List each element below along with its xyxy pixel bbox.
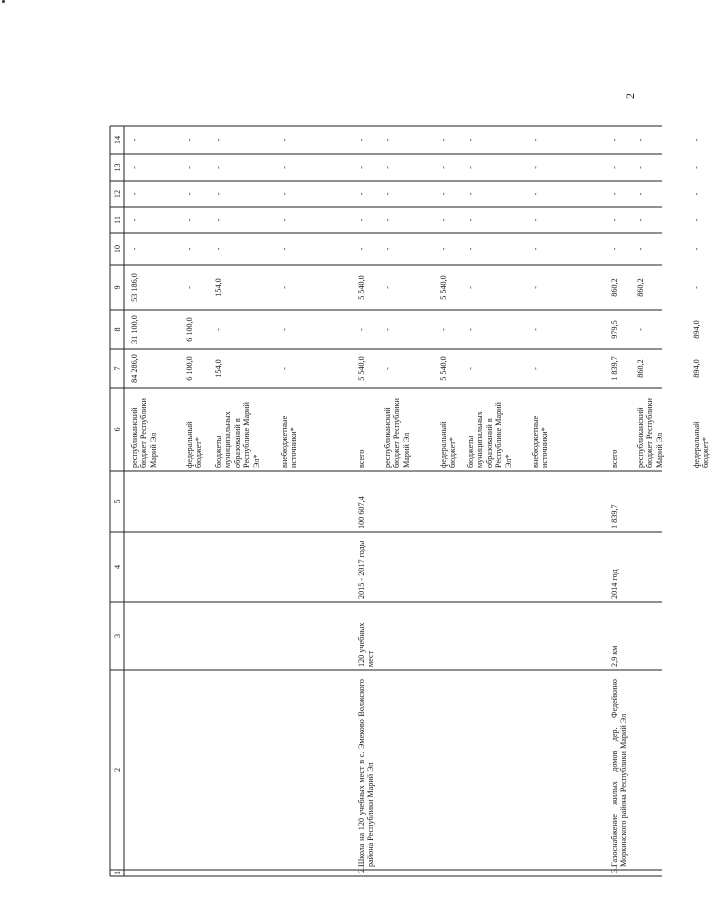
table-cell: - — [214, 138, 223, 142]
table-cell: 84 286,0 — [130, 354, 139, 383]
table-cell: - — [214, 218, 223, 222]
table-cell: - — [214, 328, 223, 331]
table-cell: 860,2 — [636, 278, 645, 297]
table-cell: - — [531, 138, 540, 142]
table-cell: - — [185, 218, 194, 222]
table-cell: - — [383, 192, 392, 196]
column-header: 8 — [113, 327, 122, 332]
table-cell: - — [636, 192, 645, 196]
table-cell: - — [383, 247, 392, 251]
table-cell: 3. — [610, 866, 619, 873]
column-header: 3 — [113, 633, 122, 639]
table-cell: 1 839,7 — [610, 504, 619, 529]
table-cell: - — [383, 367, 392, 370]
table-cell: - — [692, 166, 701, 169]
table-cell: - — [130, 218, 139, 222]
table-cell: республиканский бюджет Республики Марий Эл — [130, 398, 158, 468]
table-cell: - — [636, 247, 645, 251]
table-cell: - — [466, 138, 475, 142]
table-cell: 6 100,0 — [185, 356, 194, 381]
table-cell: - — [214, 166, 223, 169]
table-cell: - — [357, 192, 366, 196]
table-cell: - — [531, 247, 540, 251]
table-cell: 31 100,0 — [130, 315, 139, 344]
table-cell: 5 540,0 — [439, 275, 448, 300]
table-cell: - — [185, 166, 194, 169]
table-cell: - — [280, 286, 289, 289]
table-cell: - — [610, 192, 619, 196]
table-cell: - — [383, 328, 392, 331]
table-cell: - — [383, 286, 392, 289]
scan-speck — [2, 0, 5, 3]
table-cell: 860,2 — [636, 359, 645, 378]
table-cell: - — [383, 166, 392, 169]
column-header: 12 — [113, 189, 122, 199]
table-cell: 894,0 — [692, 320, 701, 339]
table-cell: Газоснабжение жилых домов дер. Федейкино Моркинского района Республики Марий Эл — [610, 679, 629, 867]
table-cell: - — [531, 218, 540, 222]
table-cell: бюджеты муниципальных образований в Республике Марий Эл* — [214, 402, 261, 468]
table-cell: - — [130, 192, 139, 196]
table-cell: - — [531, 166, 540, 169]
table-cell: - — [692, 286, 701, 289]
table-cell: - — [383, 138, 392, 142]
table-cell: 979,5 — [610, 320, 619, 339]
column-header: 7 — [113, 366, 122, 371]
table-cell: - — [466, 367, 475, 370]
table-cell: 894,0 — [692, 359, 701, 378]
table-cell: - — [636, 138, 645, 142]
table-cell: - — [130, 138, 139, 142]
table-cell: - — [531, 367, 540, 370]
table-cell: - — [280, 367, 289, 370]
table-cell: - — [214, 247, 223, 251]
table-cell: 154,0 — [214, 359, 223, 378]
table-cell: - — [692, 218, 701, 222]
table-cell: 2014 год — [610, 569, 619, 599]
table-cell: федеральный бюджет* — [185, 421, 204, 468]
table-cell: 2015 - 2017 годы — [357, 540, 366, 599]
table-cell: - — [280, 328, 289, 331]
table-cell: 5 540,0 — [357, 356, 366, 381]
table-cell: 120 учебных мест — [357, 622, 376, 667]
table-cell: - — [280, 166, 289, 169]
table-cell: - — [610, 247, 619, 251]
table-cell: республиканский бюджет Республики Марий Эл — [383, 398, 411, 468]
table-cell: - — [439, 166, 448, 169]
table-cell: - — [439, 328, 448, 331]
column-header: 1 — [113, 870, 122, 876]
table-cell: - — [383, 218, 392, 222]
table-cell: всего — [357, 449, 366, 468]
column-header: 5 — [113, 499, 122, 504]
table-cell: всего — [610, 449, 619, 468]
table-cell: - — [466, 247, 475, 251]
column-header: 10 — [113, 244, 122, 254]
table-cell: - — [692, 192, 701, 196]
table-cell: 1 839,7 — [610, 356, 619, 381]
table-cell: - — [280, 218, 289, 222]
table-cell: - — [185, 286, 194, 289]
column-header: 9 — [113, 285, 122, 290]
table-cell: - — [692, 138, 701, 142]
table-cell: 53 186,0 — [130, 273, 139, 302]
table-cell: федеральный бюджет* — [439, 421, 458, 468]
table-cell: бюджеты муниципальных образований в Республике Марий Эл* — [466, 402, 513, 468]
table-cell: - — [280, 247, 289, 251]
table-cell: федеральный бюджет* — [692, 421, 711, 468]
column-header: 6 — [113, 427, 122, 432]
table-cell: 6 100,0 — [185, 317, 194, 342]
table-cell: внебюджетные источники* — [531, 415, 550, 468]
table-cell: внебюджетные источники* — [280, 415, 299, 468]
table-cell: - — [531, 192, 540, 196]
table-cell: - — [466, 192, 475, 196]
table-cell: - — [636, 166, 645, 169]
table-cell: - — [280, 192, 289, 196]
table-cell: - — [610, 138, 619, 142]
table-cell: - — [636, 328, 645, 331]
table-cell: - — [636, 218, 645, 222]
table-cell: Школа на 120 учебных мест в с. Эмеково Волжского района Республики Марий Эл — [357, 679, 376, 867]
table-cell: 2,9 км — [610, 645, 619, 667]
table-cell: 154,0 — [214, 278, 223, 297]
table-cell: - — [439, 218, 448, 222]
column-header: 14 — [113, 135, 122, 145]
table-cell: - — [185, 138, 194, 142]
table-cell: - — [466, 328, 475, 331]
table-cell: - — [439, 192, 448, 196]
table-cell: - — [466, 286, 475, 289]
table-cell: - — [185, 192, 194, 196]
column-header: 2 — [113, 767, 122, 773]
table-cell: - — [185, 247, 194, 251]
table-cell: 100 607,4 — [357, 496, 366, 529]
table-cell: - — [610, 166, 619, 169]
table-cell: - — [439, 247, 448, 251]
table-cell: - — [357, 218, 366, 222]
table-cell: - — [357, 138, 366, 142]
table-cell: - — [130, 166, 139, 169]
table-cell: - — [610, 218, 619, 222]
table-cell: 5 540,0 — [439, 356, 448, 381]
table-cell: республиканский бюджет Республики Марий Эл — [636, 398, 664, 468]
table-cell: - — [130, 247, 139, 251]
table-cell: - — [439, 138, 448, 142]
table-cell: - — [280, 138, 289, 142]
table-cell: 860,2 — [610, 278, 619, 297]
column-header: 13 — [113, 163, 122, 172]
table-cell: 5 540,0 — [357, 275, 366, 300]
column-header: 11 — [113, 216, 122, 224]
table-cell: - — [214, 192, 223, 196]
table-cell: - — [531, 328, 540, 331]
table-cell: - — [357, 328, 366, 331]
table-cell: 2. — [357, 866, 366, 873]
table-cell: - — [357, 166, 366, 169]
table-cell: - — [357, 247, 366, 251]
table-cell: - — [466, 166, 475, 169]
table-cell: - — [466, 218, 475, 222]
table-cell: - — [531, 286, 540, 289]
table-cell: - — [692, 247, 701, 251]
column-header: 4 — [113, 564, 122, 570]
budget-table — [110, 54, 711, 876]
page-number: 2 — [623, 93, 637, 99]
